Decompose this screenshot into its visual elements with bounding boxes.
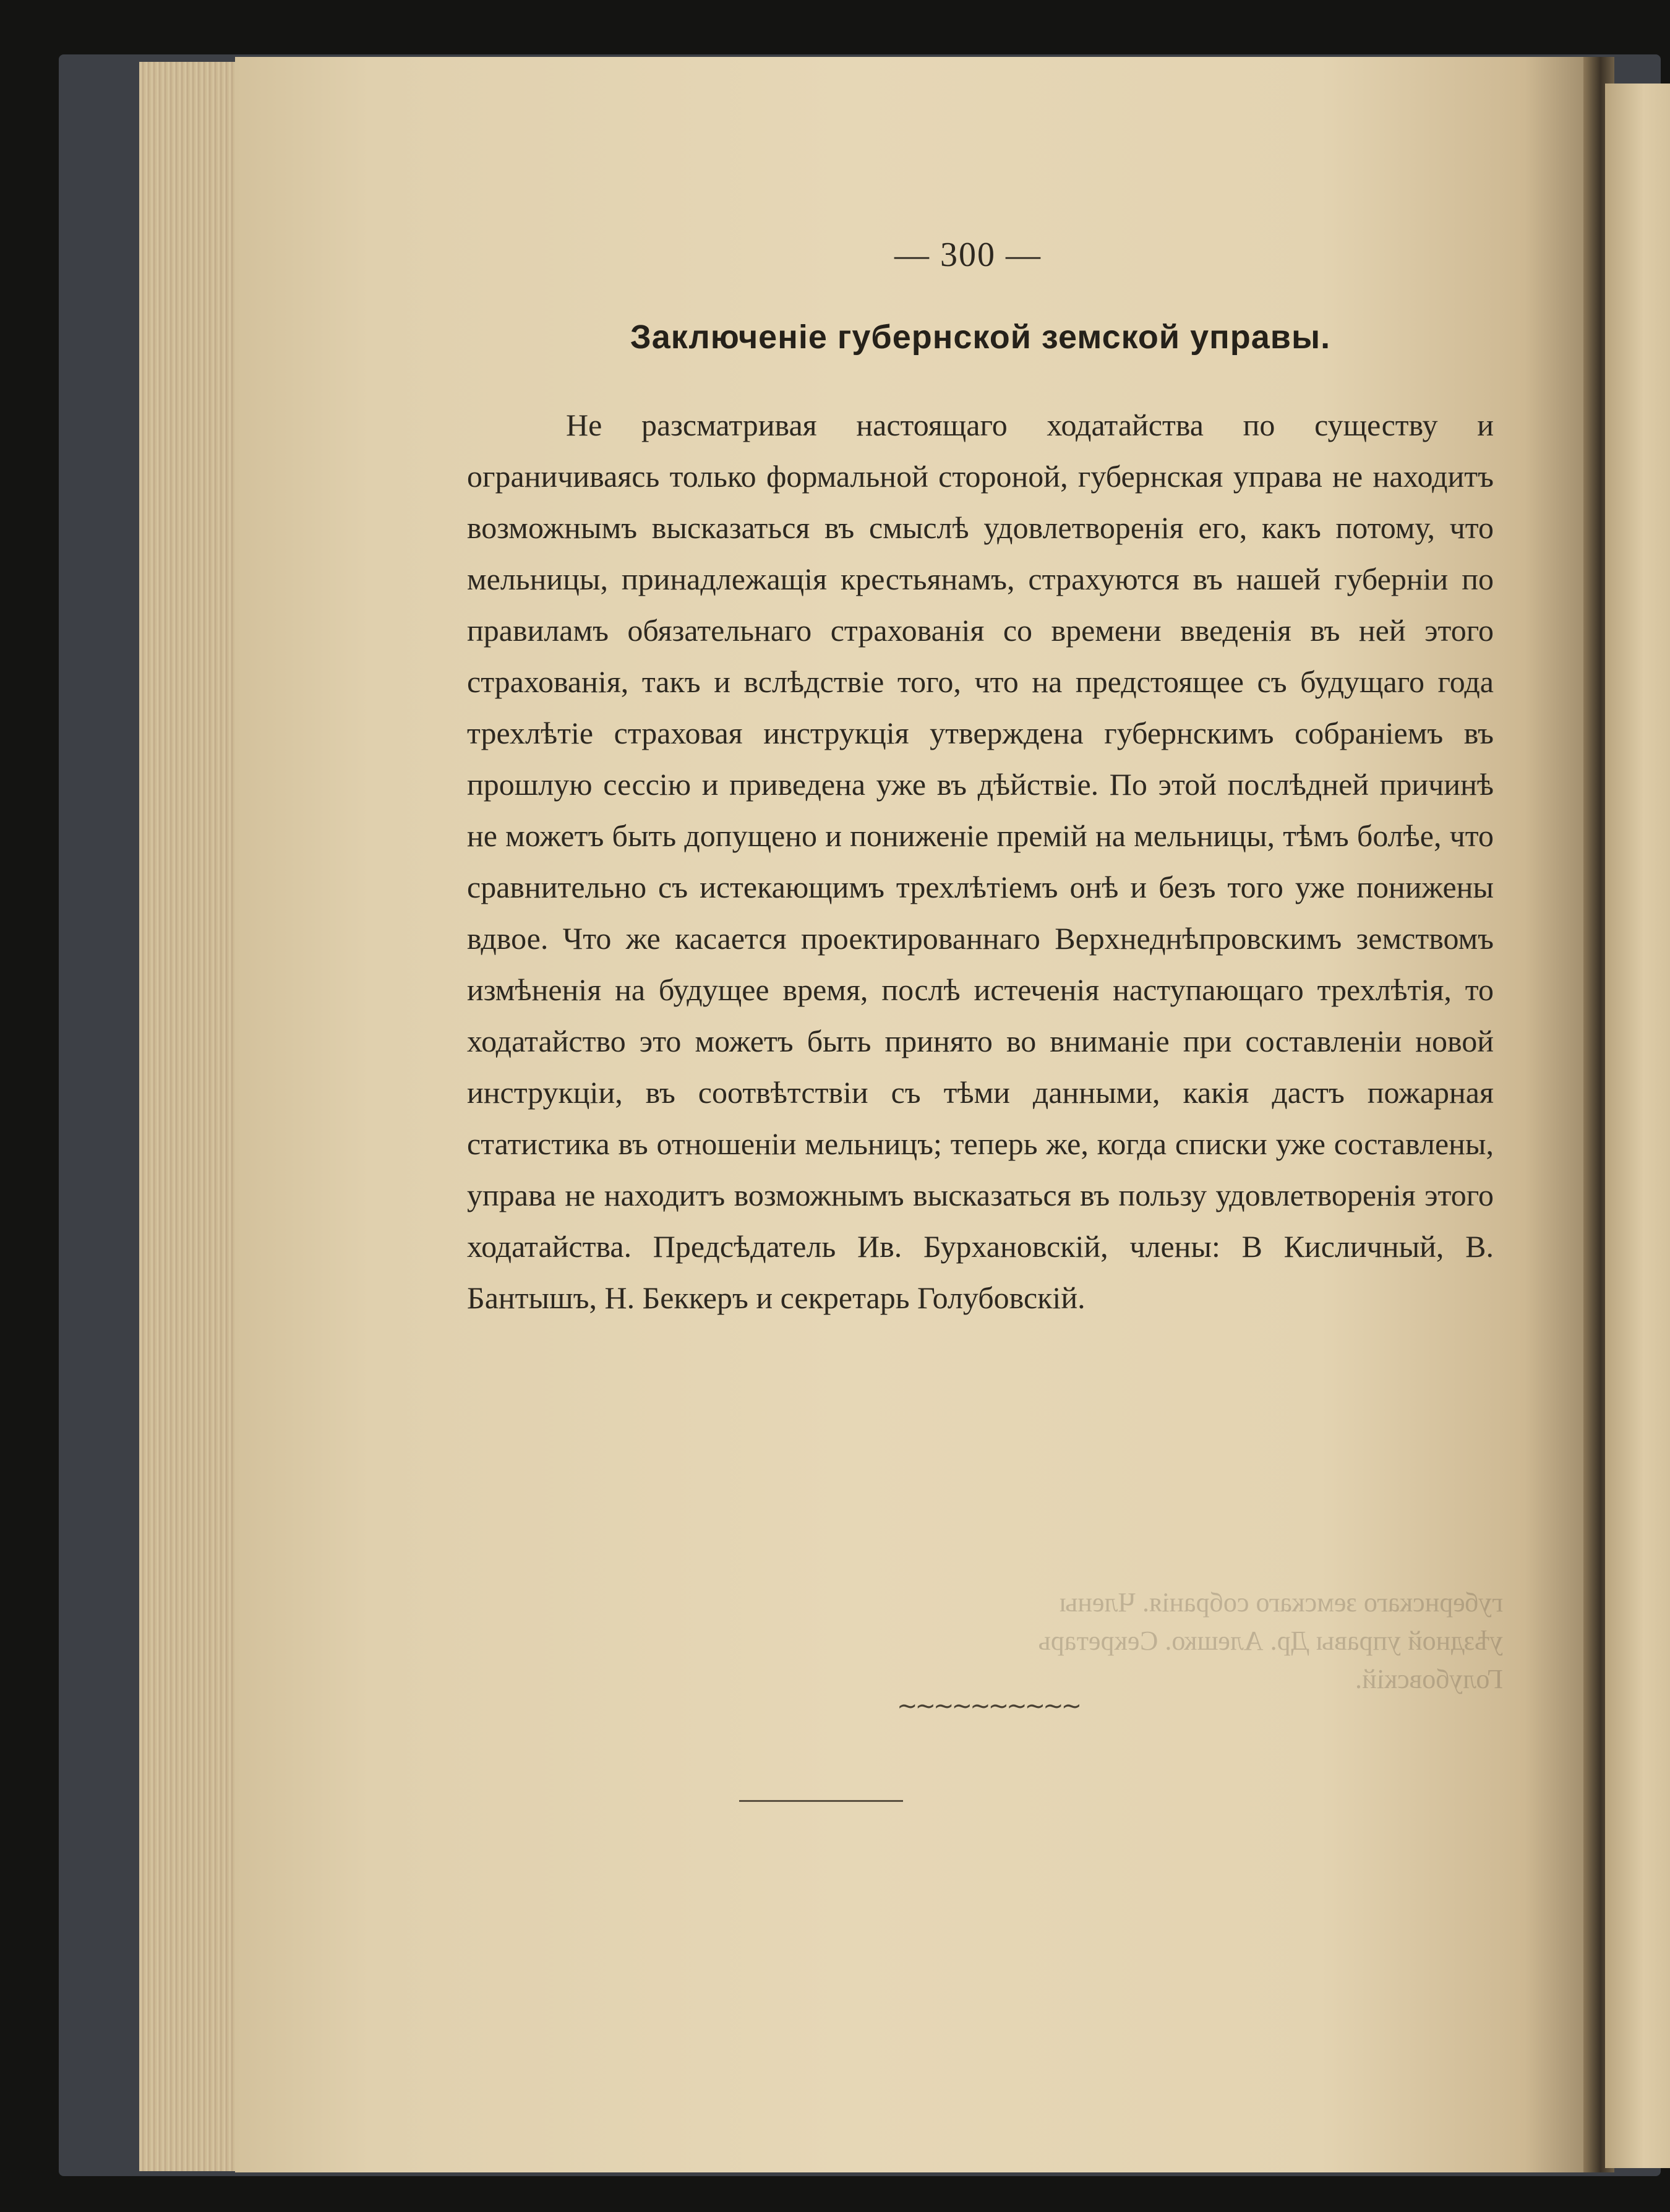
facing-page-edge <box>1605 84 1670 2168</box>
horizontal-rule <box>739 1800 903 1802</box>
section-heading: Заключеніе губернской земской управы. <box>630 319 1331 356</box>
tilde-ornament: ~~~~~~~~~~ <box>897 1692 1080 1720</box>
bleed-line: Голубовскій. <box>1355 1664 1503 1694</box>
bleed-line: губернскаго земскаго собранія. Члены <box>1059 1587 1503 1618</box>
body-paragraph: Не разсматривая настоящаго ходатайства по существу и ограничиваясь только формальной стороной, губернская управа не находитъ возможнымъ высказаться въ смыслѣ удовлетворенія его, какъ потому, что мельницы, принадлежащія крестьянамъ, страхуются въ нашей губерніи по правиламъ обязательнаго страхованія со времени введенія въ ней этого страхованія, такъ и вслѣдствіе того, что на предстоящее съ будущаго года трехлѣтіе страховая инструкція утверждена губернскимъ собраніемъ въ прошлую сессію и приведена уже въ дѣйствіе. По этой послѣдней причинѣ не можетъ быть допущено и пониженіе премій на мельницы, тѣмъ болѣе, что сравнительно съ истекающимъ трехлѣтіемъ онѣ и безъ того уже понижены вдвое. Что же касается проектированнаго Верхнеднѣпровскимъ земствомъ измѣненія на будущее время, послѣ истеченія наступающаго трехлѣтія, то ходатайство это можетъ быть принято во вниманіе при составленіи новой инструкціи, въ соотвѣтствіи съ тѣми данными, какія дастъ пожарная статистика въ отношеніи мельницъ; теперь же, когда списки уже составлены, управа не находитъ возможнымъ высказаться въ пользу удовлетворенія этого ходатайства. Предсѣдатель Ив. Бурхановскій, члены: В Кисличный, В. Бантышъ, Н. Беккеръ и секретарь Голубовскій. <box>467 408 1494 1315</box>
bleed-through-text <box>1038 1584 1503 1699</box>
page-content <box>467 235 1494 1324</box>
bleed-line: уѣздной управы Др. Алешко. Секретарь <box>1038 1626 1503 1656</box>
page-number: — 300 — <box>894 236 1042 274</box>
